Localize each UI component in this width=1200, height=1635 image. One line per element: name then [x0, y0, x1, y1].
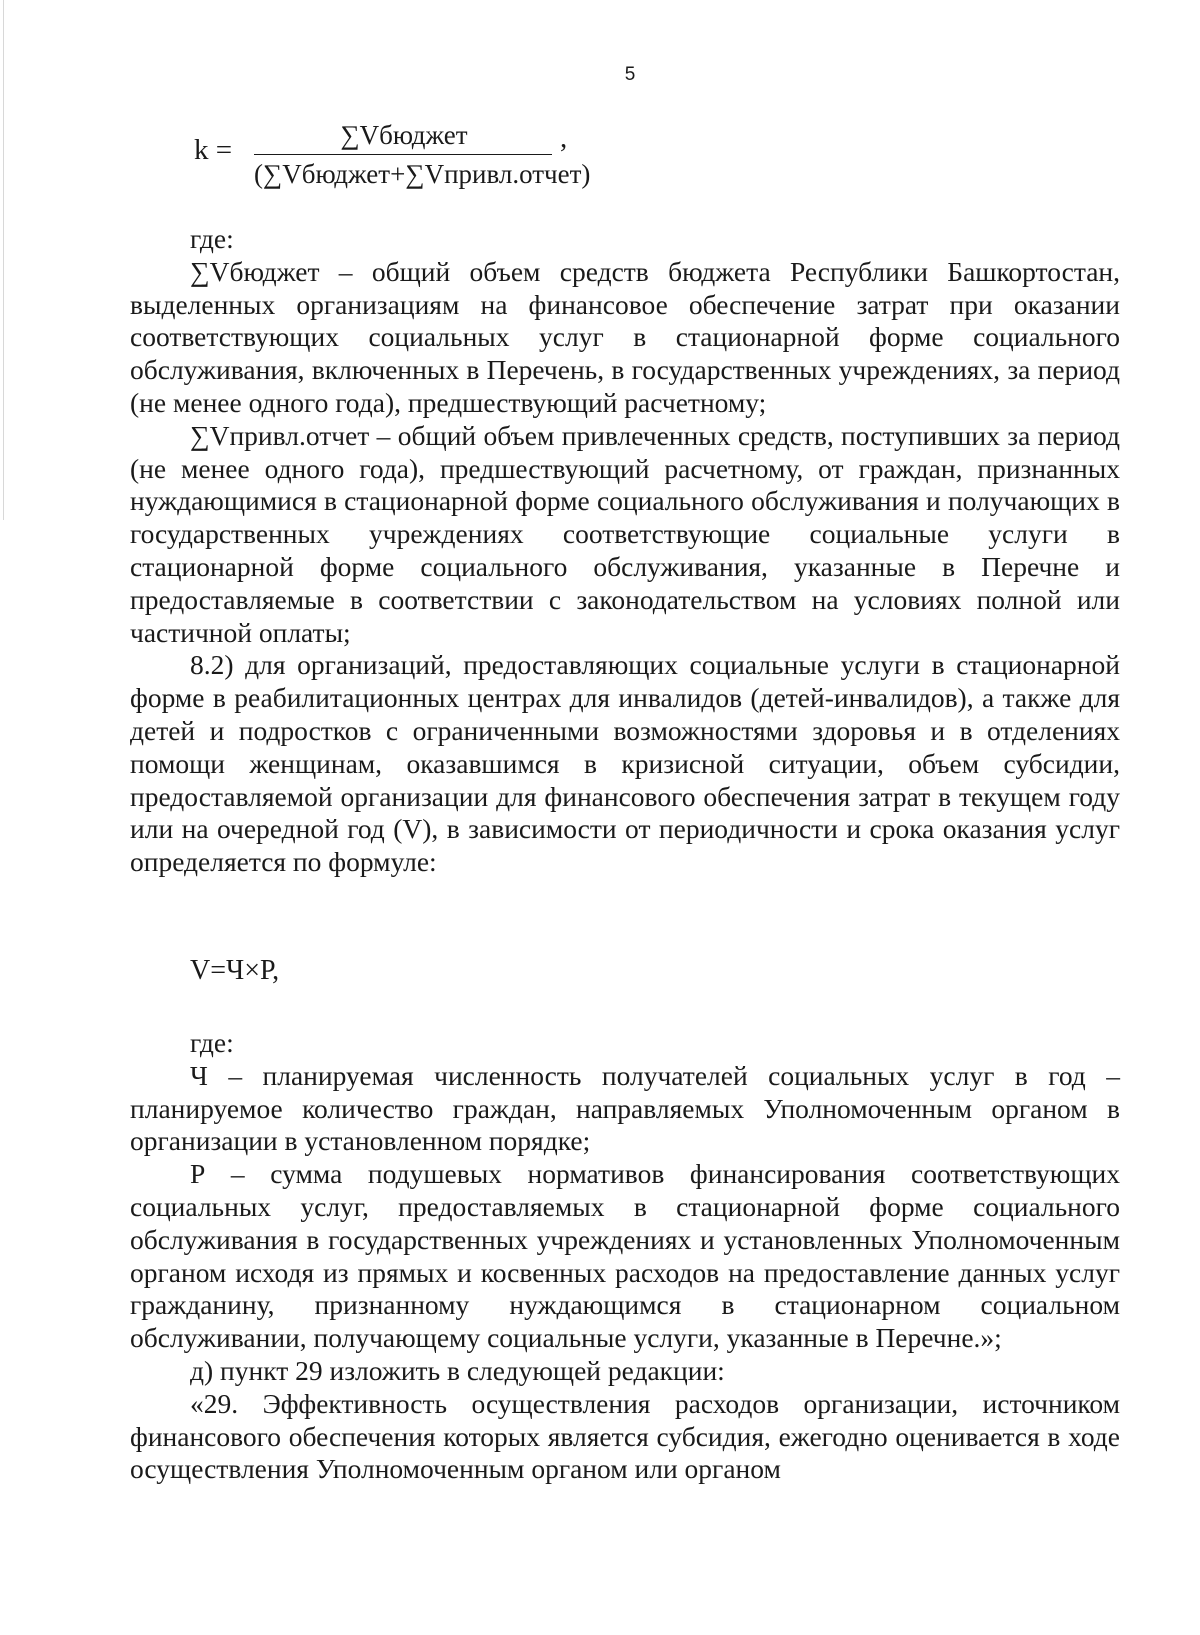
paragraph-ch: Ч – планируемая численность получателей социальных услуг в год – планируемое количество граждан, направляемых Уполномоченным органом в организации в установленном порядке; [130, 1059, 1120, 1157]
fraction-bar [254, 154, 552, 155]
formula-v: V=Ч×Р, [190, 955, 280, 986]
text-block-lower [130, 1027, 1120, 1486]
paragraph-d: д) пункт 29 изложить в следующей редакции: [190, 1354, 725, 1386]
paragraph-where: где: [190, 223, 234, 254]
paragraph-r: Р – сумма подушевых нормативов финансирования соответствующих социальных услуг, предоставляемых в стационарной форме социального обслуживания в государственных учреждениях и установленных Уполномоченным органом исходя из прямых и косвенных расходов на предоставление данных услуг гражданину, признанному нуждающимся в стационарном социальном обслуживании, получающему социальные услуги, указанные в Перечне.»; [130, 1158, 1120, 1354]
paragraph-v-budget: ∑Vбюджет – общий объем средств бюджета Республики Башкортостан, выделенных организациям на финансовое обеспечение затрат при оказании соответствующих социальных услуг в стационарной форме социального обслуживания, включенных в Перечень, в государственных учреждениях, за период (не менее одного года), предшествующий расчетному; [130, 255, 1120, 418]
formula-k-numerator: ∑Vбюджет [340, 120, 468, 150]
formula-k-denominator: (∑Vбюджет+∑Vпривл.отчет) [254, 159, 591, 189]
paragraph-29: «29. Эффективность осуществления расходов организации, источником финансового обеспечения которых является субсидия, ежегодно оценивается в ходе осуществления Уполномоченным органом или органом [130, 1387, 1120, 1485]
text-block-upper [130, 223, 1120, 879]
paragraph-v-attracted: ∑Vпривл.отчет – общий объем привлеченных средств, поступивших за период (не менее одного года), предшествующий расчетному, от граждан, признанных нуждающимися в стационарной форме социального обслуживания и получающих в государственных учреждениях соответствующие социальные услуги в стационарной форме социального обслуживания, указанные в Перечне и предоставляемые в соответствии с законодательством на условиях полной или частичной оплаты; [130, 419, 1120, 648]
formula-k-comma: , [560, 122, 568, 154]
formula-k-fraction [254, 120, 591, 190]
paragraph-8-2: 8.2) для организаций, предоставляющих социальные услуги в стационарной форме в реабилитационных центрах для инвалидов (детей-инвалидов), а также для детей и подростков с ограниченными возможностями здоровья и в отделениях помощи женщинам, оказавшимся в кризисной ситуации, объем субсидии, предоставляемой организации для финансового обеспечения затрат в текущем году или на очередной год (V), в зависимости от периодичности и срока оказания услуг определяется по формуле: [130, 649, 1120, 878]
formula-k-lhs: k = [194, 134, 233, 166]
page-number: 5 [624, 64, 636, 85]
paragraph-where-2: где: [190, 1027, 234, 1058]
